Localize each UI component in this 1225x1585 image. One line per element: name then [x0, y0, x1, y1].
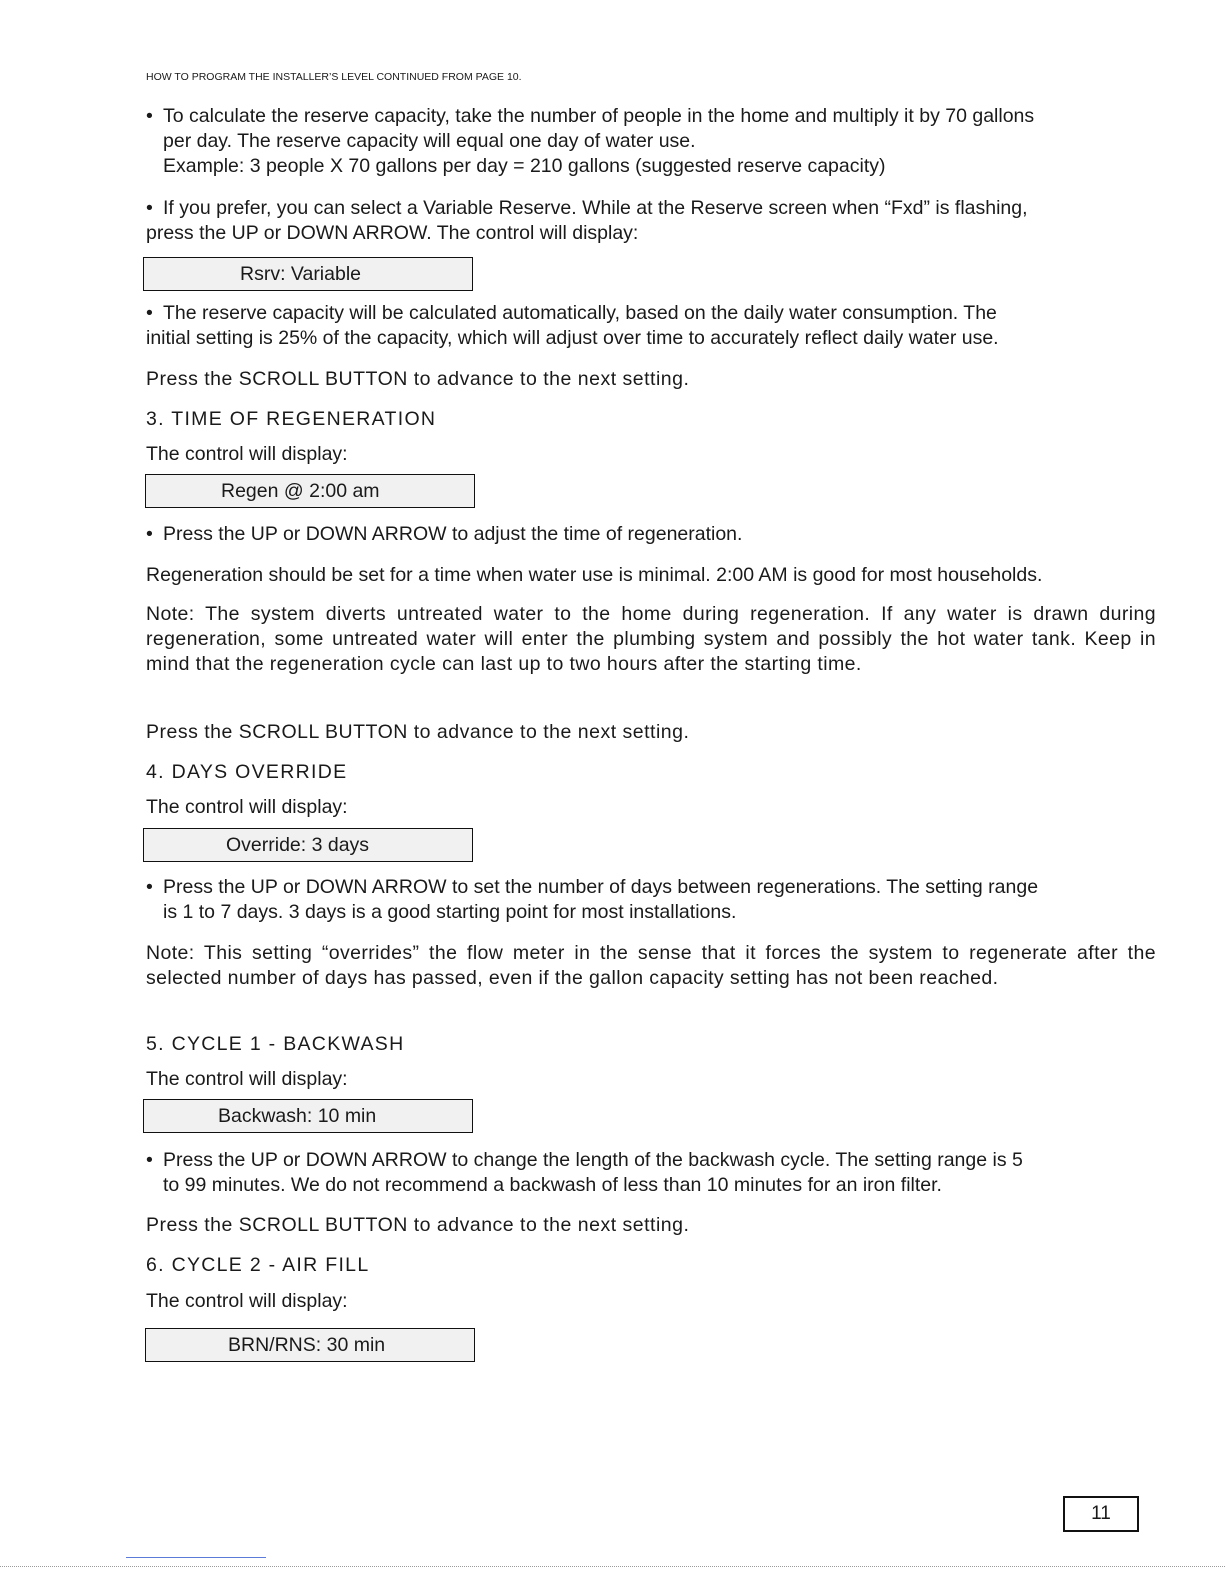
regen-note: Note: The system diverts untreated water to the home during regeneration. If any water is drawn during regeneration, some untreated water will enter the plumbing system and possibly the hot water tank. Keep in mind that the regeneration cycle can last up to two hours after the starting time.	[146, 603, 1156, 675]
override-bullet	[146, 875, 1038, 900]
backwash-bullet	[146, 1148, 1023, 1173]
regen-minimal-text: Regeneration should be set for a time when water use is minimal. 2:00 AM is good for most households.	[146, 564, 1043, 586]
reserve-calc-bullet	[146, 104, 1034, 129]
scroll-instruction: Press the SCROLL BUTTON to advance to the next setting.	[146, 1214, 690, 1236]
page-number: 11	[1063, 1496, 1139, 1532]
override-line1: Press the UP or DOWN ARROW to set the number of days between regenerations. The setting range	[163, 876, 1039, 898]
display-backwash-box	[143, 1099, 473, 1133]
page-header: HOW TO PROGRAM THE INSTALLER’S LEVEL CONTINUED FROM PAGE 10.	[146, 71, 522, 83]
reserve-calc-line2: per day. The reserve capacity will equal one day of water use.	[163, 130, 696, 152]
bottom-link-bar	[126, 1557, 266, 1558]
display-backwash-text: Backwash: 10 min	[218, 1105, 377, 1127]
bullet-marker: •	[146, 876, 153, 898]
backwash-line2: to 99 minutes. We do not recommend a backwash of less than 10 minutes for an iron filter.	[163, 1174, 942, 1196]
bullet-marker: •	[146, 302, 153, 324]
control-display-label: The control will display:	[146, 1068, 348, 1090]
regen-time-bullet	[146, 522, 742, 547]
section-6-title: 6. CYCLE 2 - AIR FILL	[146, 1254, 370, 1276]
bottom-divider	[0, 1566, 1225, 1567]
auto-reserve-bullet	[146, 301, 997, 326]
variable-reserve-line1: If you prefer, you can select a Variable Reserve. While at the Reserve screen when “Fxd” is flashing,	[163, 197, 1028, 219]
display-regen-text: Regen @ 2:00 am	[221, 480, 380, 502]
bullet-marker: •	[146, 1149, 153, 1171]
backwash-line1: Press the UP or DOWN ARROW to change the length of the backwash cycle. The setting range is 5	[163, 1149, 1023, 1171]
scroll-instruction: Press the SCROLL BUTTON to advance to the next setting.	[146, 721, 690, 743]
override-note: Note: This setting “overrides” the flow meter in the sense that it forces the system to regenerate after the selected number of days has passed, even if the gallon capacity setting has not been reached.	[146, 942, 1156, 989]
section-5-title: 5. CYCLE 1 - BACKWASH	[146, 1033, 405, 1055]
section-4-title: 4. DAYS OVERRIDE	[146, 761, 348, 783]
regen-time-text: Press the UP or DOWN ARROW to adjust the time of regeneration.	[163, 523, 743, 545]
bullet-marker: •	[146, 105, 153, 127]
bullet-marker: •	[146, 197, 153, 219]
display-airfill-text: BRN/RNS: 30 min	[228, 1334, 386, 1356]
reserve-calc-line1: To calculate the reserve capacity, take the number of people in the home and multiply it by 70 gallons	[163, 105, 1035, 127]
display-regen-box	[145, 474, 475, 508]
display-reserve-text: Rsrv: Variable	[240, 263, 362, 285]
reserve-calc-example: Example: 3 people X 70 gallons per day = 210 gallons (suggested reserve capacity)	[163, 155, 886, 177]
control-display-label: The control will display:	[146, 796, 348, 818]
scroll-instruction: Press the SCROLL BUTTON to advance to the next setting.	[146, 368, 690, 390]
display-airfill-box	[145, 1328, 475, 1362]
auto-reserve-line2: initial setting is 25% of the capacity, which will adjust over time to accurately reflect daily water use.	[146, 327, 999, 349]
variable-reserve-line2: press the UP or DOWN ARROW. The control will display:	[146, 222, 639, 244]
control-display-label: The control will display:	[146, 1290, 348, 1312]
variable-reserve-bullet	[146, 196, 1028, 221]
bullet-marker: •	[146, 523, 153, 545]
control-display-label: The control will display:	[146, 443, 348, 465]
display-override-box	[143, 828, 473, 862]
display-override-text: Override: 3 days	[226, 834, 370, 856]
override-line2: is 1 to 7 days. 3 days is a good starting point for most installations.	[163, 901, 737, 923]
section-3-title: 3. TIME OF REGENERATION	[146, 408, 437, 430]
display-reserve-box	[143, 257, 473, 291]
auto-reserve-line1: The reserve capacity will be calculated automatically, based on the daily water consumption. The	[163, 302, 997, 324]
